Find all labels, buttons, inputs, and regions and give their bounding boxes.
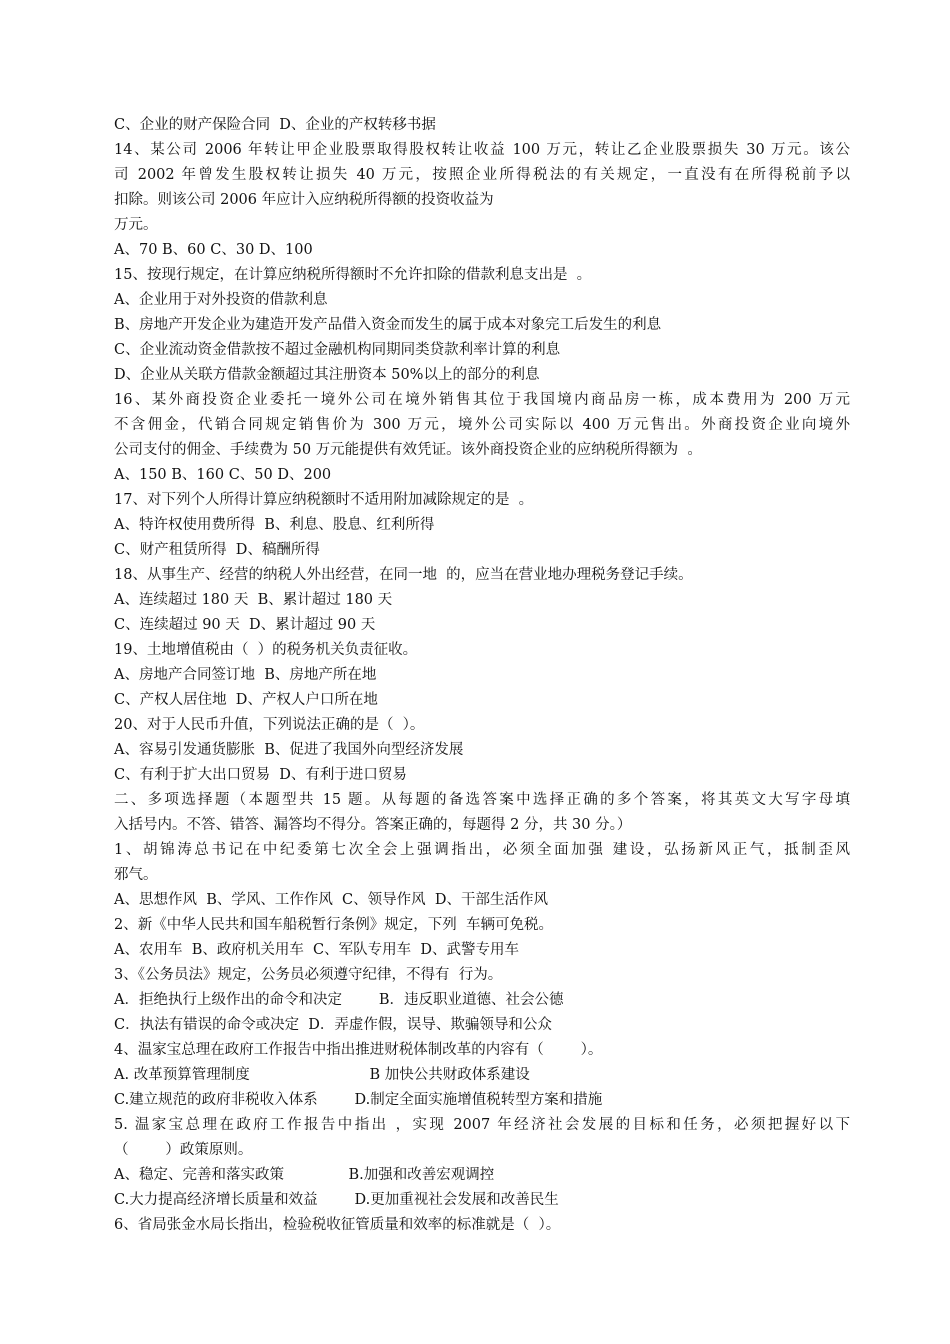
text-line: A、企业用于对外投资的借款利息: [114, 292, 328, 308]
text-line: C．执法有错误的命令或决定 D．弄虚作假，误导、欺骗领导和公众: [114, 1017, 552, 1033]
text-line: 二、多项选择题（本题型共 15 题。从每题的备选答案中选择正确的多个答案，将其英文大写字母填: [114, 792, 850, 808]
text-line: 5. 温家宝总理在政府工作报告中指出 ，实现 2007 年经济社会发展的目标和任务，必须把握好以下: [114, 1117, 850, 1133]
text-line: 16、某外商投资企业委托一境外公司在境外销售其位于我国境内商品房一栋，成本费用为 200 万元: [114, 392, 850, 408]
text-line: 不含佣金，代销合同规定销售价为 300 万元，境外公司实际以 400 万元售出。外商投资企业向境外: [114, 417, 850, 433]
text-line: 17、对下列个人所得计算应纳税额时不适用附加减除规定的是 。: [114, 492, 534, 508]
text-line: C、产权人居住地 D、产权人户口所在地: [114, 692, 378, 708]
text-line: C、企业的财产保险合同 D、企业的产权转移书据: [114, 117, 436, 133]
text-line: C、连续超过 90 天 D、累计超过 90 天: [114, 617, 376, 633]
text-line: A、稳定、完善和落实政策 B.加强和改善宏观调控: [114, 1167, 495, 1183]
text-line: 入括号内。不答、错答、漏答均不得分。答案正确的，每题得 2 分，共 30 分。）: [114, 817, 632, 833]
text-line: A、150 B、160 C、50 D、200: [114, 467, 332, 483]
text-line: C、财产租赁所得 D、稿酬所得: [114, 542, 320, 558]
text-line: 19、土地增值税由（ ）的税务机关负责征收。: [114, 642, 418, 658]
text-line: 邪气。: [114, 867, 158, 883]
text-line: B、房地产开发企业为建造开发产品借入资金而发生的属于成本对象完工后发生的利息: [114, 317, 662, 333]
text-line: 15、按现行规定，在计算应纳税所得额时不允许扣除的借款利息支出是 。: [114, 267, 592, 283]
text-line: 4、温家宝总理在政府工作报告中指出推进财税体制改革的内容有（ ）。: [114, 1042, 603, 1058]
text-line: A. 改革预算管理制度 B 加快公共财政体系建设: [114, 1067, 530, 1083]
text-line: 2、新《中华人民共和国车船税暂行条例》规定，下列 车辆可免税。: [114, 917, 553, 933]
text-line: 司 2002 年曾发生股权转让损失 40 万元，按照企业所得税法的有关规定，一直没有在所得税前予以: [114, 167, 850, 183]
text-line: 20、对于人民币升值，下列说法正确的是（ ）。: [114, 717, 425, 733]
text-line: 扣除。则该公司 2006 年应计入应纳税所得额的投资收益为: [114, 192, 494, 208]
text-line: A、农用车 B、政府机关用车 C、军队专用车 D、武警专用车: [114, 942, 519, 958]
text-line: A、思想作风 B、学风、工作作风 C、领导作风 D、干部生活作风: [114, 892, 548, 908]
text-line: 3、《公务员法》规定，公务员必须遵守纪律，不得有 行为。: [114, 967, 503, 983]
text-line: C.大力提高经济增长质量和效益 D.更加重视社会发展和改善民生: [114, 1192, 559, 1208]
text-line: A、70 B、60 C、30 D、100: [114, 242, 313, 258]
text-line: D、企业从关联方借款金额超过其注册资本 50%以上的部分的利息: [114, 367, 540, 383]
text-line: A、特许权使用费所得 B、利息、股息、红利所得: [114, 517, 435, 533]
text-line: A、容易引发通货膨胀 B、促进了我国外向型经济发展: [114, 742, 464, 758]
text-line: 18、从事生产、经营的纳税人外出经营，在同一地 的，应当在营业地办理税务登记手续。: [114, 567, 693, 583]
text-line: 1、胡锦涛总书记在中纪委第七次全会上强调指出，必须全面加强 建设，弘扬新风正气，抵制歪风: [114, 842, 850, 858]
text-line: 6、省局张金水局长指出，检验税收征管质量和效率的标准就是（ ）。: [114, 1217, 561, 1233]
text-line: A、房地产合同签订地 B、房地产所在地: [114, 667, 377, 683]
text-line: C、企业流动资金借款按不超过金融机构同期同类贷款利率计算的利息: [114, 342, 561, 358]
text-line: A、连续超过 180 天 B、累计超过 180 天: [114, 592, 393, 608]
text-line: 万元。: [114, 217, 158, 233]
text-line: C.建立规范的政府非税收入体系 D.制定全面实施增值税转型方案和措施: [114, 1092, 603, 1108]
text-line: （ ）政策原则。: [114, 1142, 253, 1158]
text-line: C、有利于扩大出口贸易 D、有利于进口贸易: [114, 767, 407, 783]
text-line: A．拒绝执行上级作出的命令和决定 B．违反职业道德、社会公德: [114, 992, 564, 1008]
document-page: [114, 113, 850, 1238]
text-line: 14、某公司 2006 年转让甲企业股票取得股权转让收益 100 万元，转让乙企业股票损失 30 万元。该公: [114, 142, 850, 158]
text-line: 公司支付的佣金、手续费为 50 万元能提供有效凭证。该外商投资企业的应纳税所得额为 。: [114, 442, 702, 458]
